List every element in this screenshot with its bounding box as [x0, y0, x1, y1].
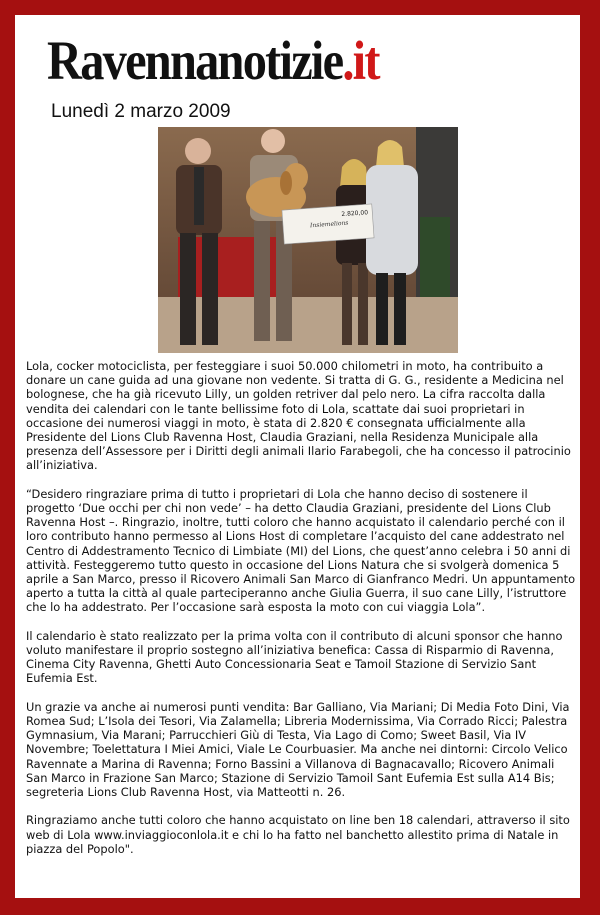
article-paragraph: Il calendario è stato realizzato per la prima volta con il contributo di alcuni sponsor che hanno voluto manifestare il proprio sostegno all’iniziativa benefica: Cassa di Risparmio di Ravenna, Cinema City Ravenna, Ghetti Auto Concessionaria Seat e Tamoil Stazione di Servizio Sant Eufemia Est.: [26, 628, 563, 686]
publication-date: Lunedì 2 marzo 2009: [51, 101, 231, 122]
photo-plant: [420, 217, 450, 297]
article-paragraph: Lola, cocker motociclista, per festeggiare i suoi 50.000 chilometri in moto, ha contribuito a donare un cane guida ad una giovane non vedente. Si tratta di G. G., residente a Medicina nel bolognese, che ha già ricevuto Lilly, un golden retriver dal pelo nero. La cifra raccolta dalla vendita dei calendari con le tante bellissime foto di Lola, scattate dai suoi proprietari in occasione dei numerosi viaggi in moto, è stata di 2.820 € consegnata ufficialmente alla Presidente del Lions Club Ravenna Host, Claudia Graziani, nella Residenza Municipale alla presenza dell’Assessore per i Diritti degli animali Ilario Farabegoli, che ha concesso il patrocinio all’iniziativa.: [26, 359, 571, 473]
cheque-amount-text: 2.820,00: [341, 209, 369, 219]
masthead-name: Ravennanotizie: [47, 30, 343, 91]
newspaper-clipping: [15, 15, 580, 898]
photo-illustration: [158, 127, 458, 353]
article-body: [26, 359, 576, 870]
masthead-tld: .it: [342, 30, 379, 91]
article-paragraph: Ringraziamo anche tutti coloro che hanno acquistato on line ben 18 calendari, attraverso il sito web di Lola www.inviaggioconlola.it e chi lo ha fatto nel banchetto allestito prima di Natale in piazza del Popolo".: [26, 813, 570, 856]
article-paragraph: Un grazie va anche ai numerosi punti vendita: Bar Galliano, Via Mariani; Di Media Foto Dini, Via Romea Sud; L’Isola dei Tesori, Via Zalamella; Libreria Modernissima, Via Corrado Ricci; Palestra Gymnasium, Via Marani; Parrucchieri Giù di Testa, Via Lago di Como; Sweet Basil, Via IV Novembre; Toelettatura I Miei Amici, Viale Le Courbuasier. Ma anche nei dintorni: Circolo Velico Ravennate a Marina di Ravenna; Forno Bassini a Villanova di Bagnacavallo; Ricovero Animali San Marco in Frazione San Marco; Stazione di Servizio Tamoil Sant Eufemia Est sulla A14 Bis; segreteria Lions Club Ravenna Host, via Matteotti n. 26.: [26, 699, 570, 800]
site-masthead[interactable]: [47, 21, 379, 101]
article-paragraph: “Desidero ringraziare prima di tutto i proprietari di Lola che hanno deciso di sostenere il progetto ‘Due occhi per chi non vede’ – ha detto Claudia Graziani, presidente del Lions Club Ravenna Host –. Ringrazio, inoltre, tutti coloro che hanno acquistato il calendario perché con il loro contributo hanno permesso al Lions Host di completare l’acquisto del cane addestrato nel Centro di Addestramento Tecnico di Limbiate (MI) del Lions, che quest’anno celebra i 50 anni di attività. Festeggeremo tutto questo in occasione del Lions Natura che si svolgerà domenica 5 aprile a San Marco, presso il Ricovero Animali San Marco di Gianfranco Medri. Un appuntamento aperto a tutta la città al quale parteciperanno anche Giulia Guerra, il suo cane Lilly, l’istruttore che lo ha addestrato. Per l’occasione sarà esposta la moto con cui viaggia Lola”.: [26, 486, 576, 615]
donation-cheque: [282, 204, 374, 244]
cheque-brand-text: Insiemelions: [309, 219, 349, 230]
article-photo: [158, 127, 458, 353]
